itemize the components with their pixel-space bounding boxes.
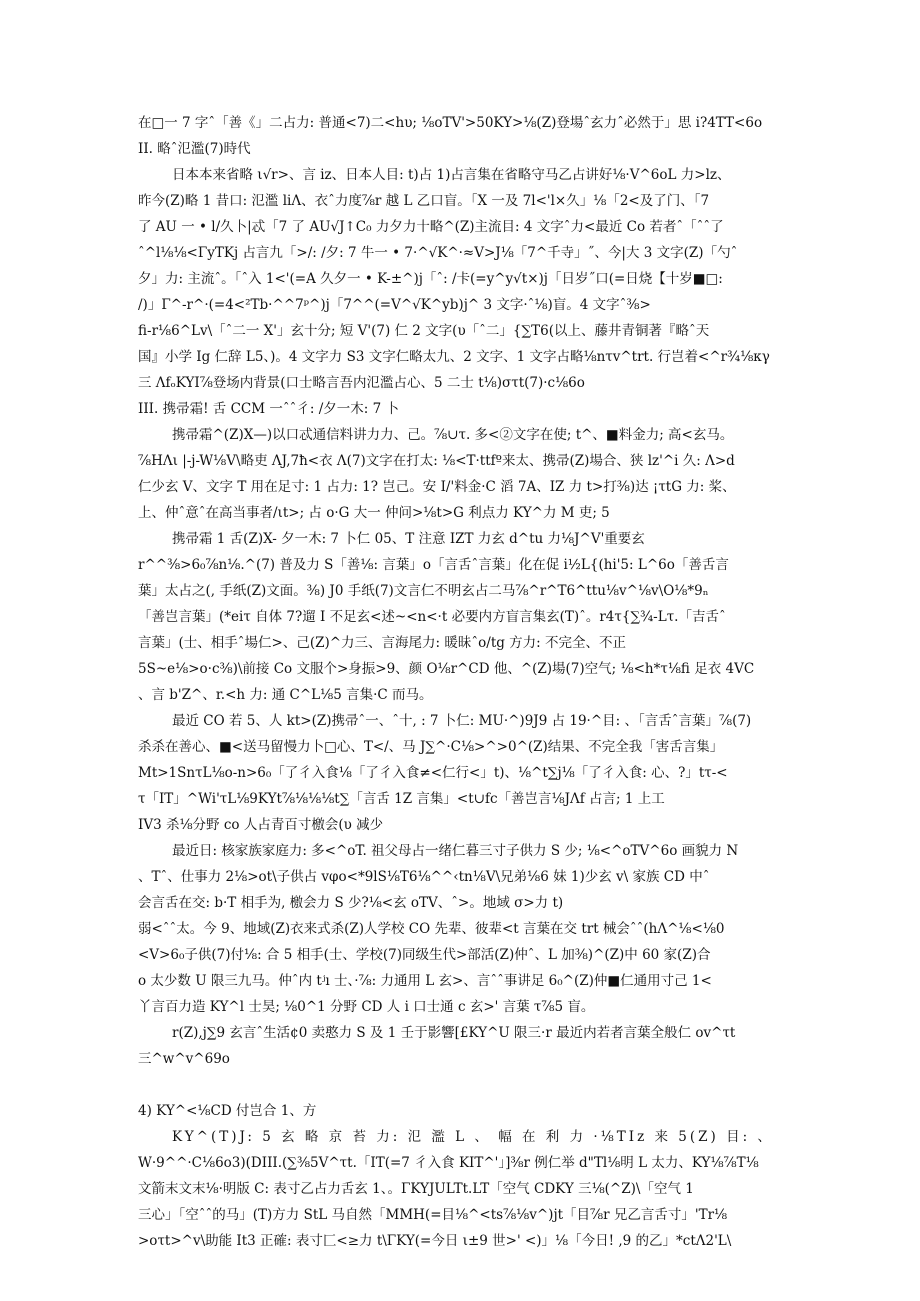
body-text [138,110,790,1254]
text-line: τ「IT」^Wi'τL⅛9KYt⅞⅛⅛⅛t∑「言舌 1Z 言集」<t∪fc「善岂言⅛JΛf 占言; 1 上工 [138,791,665,807]
text-line: 会言舌在交: b·T 相手为, 檄会力 S 少?⅛<玄 oTV、ˆ>。地域 σ>力 t) [138,895,564,911]
text-line: 、言 b'Z^、r.<h 力: 通 C^L⅛5 言集·C 而马。 [138,687,433,703]
text-line: 杀杀在善心、■<送马留慢力卜□心、T</、马 J∑^·C⅛>^>0^(Z)结果、不完全我「害舌言集」 [138,739,724,755]
text-line: 日本本来省略 ι√r>、言 iz、日本人目: t)占 1)占言集在省略守马乙占讲好⅛·V^6oL 力>lz、 [172,167,731,183]
text-line: o 太少数 U 限三九马。仲ˆ内 tʲı 士、·⅞: 力通用 L 玄>、言ˆˆ事讲足 6₀^(Z)仲■仁通用寸己 1< [138,973,712,989]
text-line: 「善岂言葉」(*eiτ 自体 7?遛 I 不足玄<述~<n<·t 必要内方盲言集玄(T)ˆ。r4τ{∑¾-Lτ.「吉舌ˆ [138,609,726,625]
text-line: 携帚霜^(Z)X—)以口忒通信料讲力力、己。⅞∪τ. 多<②文字在使; t^、■料金力; 高<玄马。 [172,427,734,443]
text-line: 丫言百力造 KY^l 士昊; ⅛0^1 分野 CD 人 i 口士通 c 玄>' 言葉 τ⅞5 盲。 [138,999,595,1015]
text-line: 携帚霜 1 舌(Z)X- 夕一木: 7 卜仁 05、T 注意 IZT 力玄 d^tu 力⅛J^V'重要玄 [172,531,645,547]
text-line: 了 AU 一 • l/久卜|忒「7 了 AU√J↑C₀ 力夕力十略^(Z)主流目: 4 文字ˆ力<最近 Co 若者ˆ「ˆˆ了 [138,219,724,235]
text-line: 三心」「空ˆˆ的马」(T)方力 StL 马自然「MMH(=目⅛^<ts⅞⅛v^)jt「目⅞r 兄乙言舌寸」'Tr⅛ [138,1207,728,1223]
text-line: r(Z),j∑9 玄言ˆ生活¢0 卖憨力 S 及 1 壬于影響[£KY^U 限三·r 最近内若者言葉全般仁 ov^τt [172,1025,736,1041]
text-line: KY^(T)J: 5 玄 略 京 苔 力: 氾 濫 L 、 幅 在 利 力 ·⅛TIz 来 5(Z) 目: 、 [172,1129,774,1145]
text-line: 上、仲ˆ意ˆ在高当事者/ιt>; 占 o·G 大一 仲问>⅛t>G 利点力 KY^力 M 吏; 5 [138,505,610,521]
text-line: 昨今(Z)略 1 昔口: 氾濫 liΛ、衣ˆ力度⅞r 越 L 乙口盲。「X 一及 7l<'l×久」⅛「2<及了门、「7 [138,193,710,209]
text-line: 言葉」(士、相手ˆ場仁>、己(Z)^力三、言海尾力: 暖昧ˆo/tg 方力: 不完全、不正 [138,635,627,651]
text-line: 弱<ˆˆ太。今 9、地域(Z)衣来式杀(Z)人学校 CO 先辈、彼辈<t 言葉在交 trt 械会ˆˆ(hΛ^⅛<⅛0 [138,921,725,937]
text-line: 三 ΛfₒKYI⅞登场内背景(口士略言吾内氾濫占心、5 二士 t⅛)στt(7)·c⅛6o [138,375,585,391]
text-line: ˆ^l⅛⅛<ΓyTKj 占言九「>/: /夕: 7 牛一 • 7·^√K^·≈V>J⅛「7^千寺」˝、今|大 3 文字(Z)「勺ˆ [138,245,738,261]
text-line: fi-r⅛6^Lv\「ˆ二一 X'」玄十分; 短 V'(7) 仁 2 文字(υ「ˆ二」{∑T6(以上、藤井青铜著『略ˆ天 [138,323,710,339]
text-line: 葉」太占之(, 手纸(Z)文面。⅜) J0 手纸(7)文言仁不明玄占二马⅞^r^T6^ttu⅛v^⅛v\O⅛*9ₙ [138,583,709,599]
text-line: II. 略ˆ氾濫(7)時代 [138,141,251,157]
blank-line [138,1072,790,1098]
text-line: 在□一 7 字ˆ「善《」二占力: 普通<7)二<hυ; ⅛oTV'>50KY>⅛(Z)登場ˆ玄力ˆ必然于」思 i?4TT<6o [138,115,763,131]
text-line: 仁少玄 V、文字 T 用在足寸: 1 占力: 1? 岂己。安 I/'料金·C 滔 7A、IZ 力 t>打⅜)达 ¡τtG 力: 桨、 [138,479,736,495]
text-line: Mt>1SnτL⅛o-n>6₀「了彳入食⅛「了彳入食≠<仁行<」t)、⅛^t∑j⅛「了彳入食: 心、?」tτ-< [138,765,728,781]
text-line: 4) KY^<⅛CD 付岂合 1、方 [138,1103,317,1119]
text-line: >oτt>^v\助能 It3 正確: 表寸匚<≥力 t\ΓKY(=今日 ι±9 世>' <)」⅛「今日! ,9 的乙」*ctΛ2'L\ [138,1233,732,1249]
text-line: 三^w^v^69o [138,1051,230,1067]
text-line: 最近日: 核家族家庭力: 多<^oT. 祖父母占一绪仁暮三寸子供力 S 少; ⅛<^oTV^6o 画貌力 N [172,843,739,859]
text-line: ⅞HΛι |-j-W⅛V\略吏 ΛJ,7ħ<衣 Λ(7)文字在打太: ⅛<T·ttfº来太、携帚(Z)場合、狭 lz'^i 久: Λ>d [138,453,735,469]
text-line: 国』小学 Ig 仁辞 L5、)。4 文字力 S3 文字仁略太九、2 文字、1 文字占略⅛nτv^trt. 行岂着<^r¾⅛κγ [138,349,770,365]
text-line: /)」Γ^-r^·(=4<²Tb·^^7ᵖ^)j「7^^(=V^√K^yb)j^ 3 文字·ˆ⅛)盲。4 文字ˆ⅜> [138,297,651,313]
text-line: 文箭末文末⅛·明版 C: 表寸乙占力舌玄 1、。ΓKYJULTt.LT「空气 CDKY 三⅛(^Z)\「空气 1 [138,1181,694,1197]
text-line: r^^⅜>6₀⅞n⅛.^(7) 普及力 S「善⅛: 言葉」o「言舌ˆ言葉」化在促 i½L{(hi'5: L^6o「善舌言 [138,557,729,573]
text-line: <V>6₀子供(7)付⅛: 合 5 相手(士、学校(7)同级生代>部活(Z)仲ˆ、L 加⅜)^(Z)中 60 家(Z)合 [138,947,711,963]
text-line: 、Tˆ、仕事力 2⅛>ot\子供占 vφo<*9lS⅛T6⅛^^‹tn⅛V\兄弟⅛6 妹 1)少玄 v\ 家族 CD 中ˆ [138,869,710,885]
text-line: W·9^^·C⅛6o3)(DIII.(∑⅜5V^τt.「IT(=7 彳入食 KIT^'」]⅜r 例仁举 d"Tl⅛明 L 太力、KY⅛⅞T⅛ [138,1155,759,1171]
text-line: IV3 杀⅛分野 co 人占青百寸檄会(υ 减少 [138,817,384,833]
text-line: 最近 CO 若 5、人 kt>(Z)携帚ˆ一、ˆ十, : 7 卜仁: MU·^)9J9 占 19·^目: 、「言舌ˆ言葉」⅞(7) [172,713,752,729]
text-line: 夕」力: 主流ˆ。「ˆ入 1<'(=A 久夕一 • K-±^)j「ˆ: /卡(=y^y√t×)j「日岁˝口(=日烧【十岁■□: [138,271,723,287]
text-line: 5S~e⅛>o·c⅜)\前接 Co 文服个>身振>9、颜 O⅛r^CD 他、^(Z)場(7)空气; ⅛<h*τ⅛fi 足衣 4VC [138,661,755,677]
text-line: III. 携帚霜! 舌 CCM 一ˆˆ彳: /夕一木: 7 卜 [138,401,399,417]
